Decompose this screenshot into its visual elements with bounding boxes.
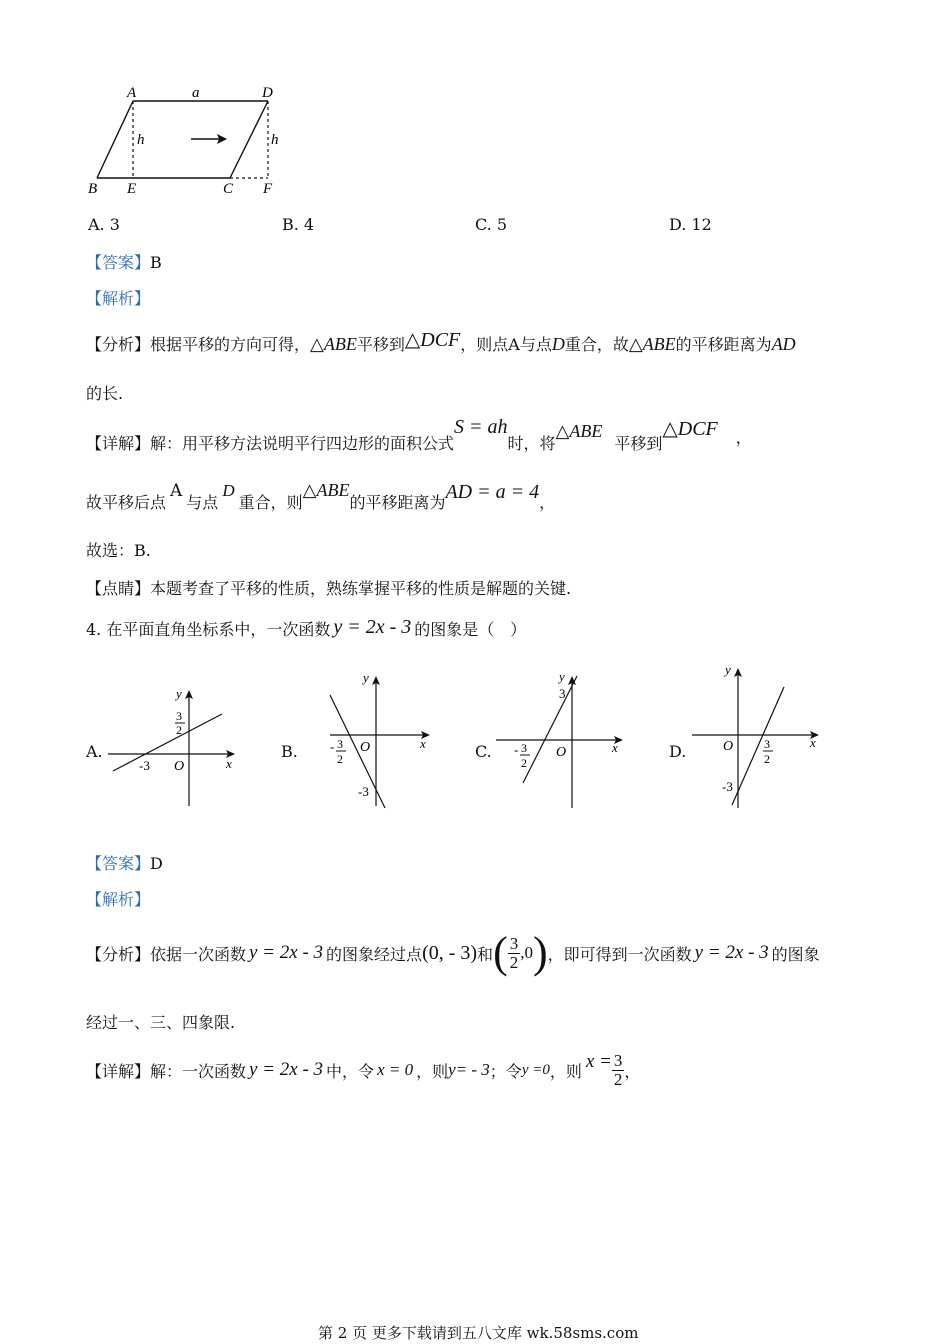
label-a: a [192, 85, 200, 101]
math-var: D [222, 481, 235, 500]
math-point-2 [493, 928, 548, 977]
axis-y-label: y [559, 669, 565, 684]
option-a: A. 3 [88, 215, 120, 234]
page-footer: 第 2 页 更多下载请到五八文库 wk.58sms.com [318, 1324, 639, 1342]
graph-option-b-label: B. [281, 742, 298, 761]
math-tri: △ABE [628, 334, 676, 354]
dianjing-tag: 【点睛】 [86, 579, 151, 598]
tick-3: 3 [176, 709, 182, 723]
math-formula: y = 2x - 3 [694, 942, 769, 963]
axis-x-label: x [612, 740, 618, 755]
text: 平移到 [614, 434, 663, 453]
answer-tag: 【答案】 [86, 854, 151, 873]
axis-y-label: y [725, 662, 731, 677]
q4-analysis-line1 [86, 925, 820, 981]
option-d: D. 12 [669, 215, 712, 234]
graph-line [523, 676, 577, 783]
option-c: C. 5 [475, 215, 508, 234]
math-formula: y = 2x - 3 [333, 616, 412, 638]
math-tri: △ABE [555, 421, 603, 441]
math-tri: △ABE [302, 480, 350, 500]
math-formula: y = 2x - 3 [249, 1059, 324, 1080]
math-var: A [170, 481, 183, 501]
tick-3: 3 [559, 686, 566, 701]
label-h-right: h [271, 132, 279, 148]
tick-3: 3 [337, 737, 343, 751]
text: 重合，故 [564, 335, 629, 354]
q3-guxuan: 故选：B. [86, 541, 151, 560]
graph-option-d-label: D. [669, 742, 687, 761]
paren-right: ) [532, 928, 548, 977]
math-formula: x = [585, 1051, 612, 1072]
q3-analysis-line1 [86, 331, 796, 356]
origin-label: O [174, 759, 185, 774]
text: 本题考查了平移的性质，熟练掌握平移的性质是解题的关键. [150, 579, 572, 598]
axis-x-label: x [810, 735, 816, 750]
q3-answer [86, 250, 162, 273]
q4-stem [86, 617, 526, 641]
math-formula: S = ah [454, 416, 508, 438]
label-F: F [263, 181, 273, 197]
axis-y-label: y [363, 670, 369, 685]
text: 的图象 [771, 944, 820, 964]
detail-tag: 【详解】 [86, 434, 151, 453]
text: ，则 [549, 1061, 582, 1081]
option-b: B. 4 [282, 215, 315, 234]
label-D: D [262, 85, 273, 101]
label-A: A [127, 85, 137, 101]
q3-detail-line1 [86, 416, 752, 455]
math-formula: y =0 [521, 1061, 550, 1078]
math-tri: △DCF [662, 418, 718, 440]
paren-left: ( [493, 928, 508, 977]
graph-line [732, 687, 784, 805]
graph-b [300, 668, 435, 810]
q3-detail-line2 [86, 480, 556, 514]
graph-a [105, 684, 240, 810]
graph-c [493, 668, 628, 810]
parallelogram-figure [85, 80, 295, 200]
text: 4. 在平面直角坐标系中，一次函数 [86, 620, 331, 639]
q3-analysis-line2: 的长. [86, 384, 124, 403]
tick-neg3: -3 [358, 784, 369, 799]
math-formula: y= - 3 [448, 1060, 490, 1079]
tick-neg3: -3 [722, 779, 733, 794]
text: 根据平移的方向可得， [150, 335, 311, 354]
frac-den: 2 [613, 1069, 623, 1089]
tick-neg3: -3 [139, 758, 150, 773]
graph-option-c-label: C. [475, 742, 492, 761]
label-B: B [88, 181, 98, 197]
answer-value: B [150, 253, 162, 272]
fraction [612, 1052, 625, 1089]
axis-y-label: y [176, 686, 182, 701]
text: ，即可得到一次函数 [547, 944, 692, 964]
tick-3: 3 [521, 741, 527, 755]
q4-detail-line1 [86, 1042, 640, 1098]
tick-2: 2 [176, 723, 182, 737]
text: 的平移距离为 [675, 335, 772, 354]
text: 重合，则 [238, 493, 303, 512]
parallelogram-shape [97, 101, 268, 178]
math-tri: △ABE [310, 334, 357, 354]
label-h-left: h [137, 132, 145, 148]
axis-x-label: x [420, 736, 426, 751]
text: 解：用平移方法说明平行四边形的面积公式 [150, 434, 455, 453]
answer-tag: 【答案】 [86, 253, 151, 272]
text: 与点 [186, 493, 219, 512]
tick-2: 2 [521, 756, 527, 770]
text: 依据一次函数 [150, 944, 247, 964]
text: 的平移距离为 [349, 493, 446, 512]
answer-value: D [150, 854, 163, 873]
math-var: D [551, 334, 565, 354]
tick-2: 2 [337, 752, 343, 766]
text: 时，将 [507, 434, 556, 453]
detail-tag: 【详解】 [86, 1061, 151, 1081]
text: 平移到 [356, 335, 405, 354]
fraction [508, 935, 521, 972]
graph-d [689, 660, 824, 810]
label-E: E [127, 181, 137, 197]
text: 故平移后点 [86, 493, 167, 512]
tick-3: 3 [764, 737, 770, 751]
minus-sign: - [330, 739, 335, 754]
math-tri: △DCF [404, 329, 461, 351]
graph-line [113, 714, 222, 771]
point-tail: ,0 [520, 943, 533, 962]
analysis-tag: 【分析】 [86, 944, 151, 964]
frac-den: 2 [509, 952, 519, 972]
q4-jiexi-tag: 【解析】 [86, 890, 151, 909]
tick-2: 2 [764, 752, 770, 766]
q3-jiexi-tag: 【解析】 [86, 289, 151, 308]
text: ，则点A与点 [460, 335, 552, 354]
text: 的图象是（ ） [414, 620, 527, 639]
text: ，则 [416, 1061, 449, 1081]
math-formula: x = 0 [377, 1060, 414, 1079]
graph-option-a-label: A. [86, 742, 103, 761]
translation-arrow-icon [191, 134, 227, 144]
axis-x-label: x [226, 756, 232, 771]
math-var: AD [771, 334, 796, 354]
text: ， [735, 428, 752, 447]
text: ， [539, 493, 556, 512]
label-C: C [223, 181, 234, 197]
analysis-tag: 【分析】 [86, 335, 151, 354]
q4-analysis-line2: 经过一、三、四象限. [86, 1013, 236, 1032]
text: 中，令 [326, 1061, 375, 1081]
math-formula: AD = a = 4 [445, 481, 540, 503]
frac-num: 3 [509, 933, 519, 953]
origin-label: O [360, 740, 371, 755]
math-formula: y = 2x - 3 [249, 942, 324, 963]
origin-label: O [723, 739, 734, 754]
text: 解：一次函数 [150, 1061, 247, 1081]
text: 和 [477, 944, 494, 964]
minus-sign: - [514, 742, 519, 757]
text: ， [624, 1061, 641, 1081]
origin-label: O [556, 745, 567, 760]
math-point: (0, - 3) [422, 941, 478, 964]
text: ；令 [489, 1061, 522, 1081]
text: 的图象经过点 [326, 944, 423, 964]
q4-answer [86, 851, 163, 874]
frac-num: 3 [613, 1050, 623, 1070]
q3-dianjing [86, 576, 571, 599]
